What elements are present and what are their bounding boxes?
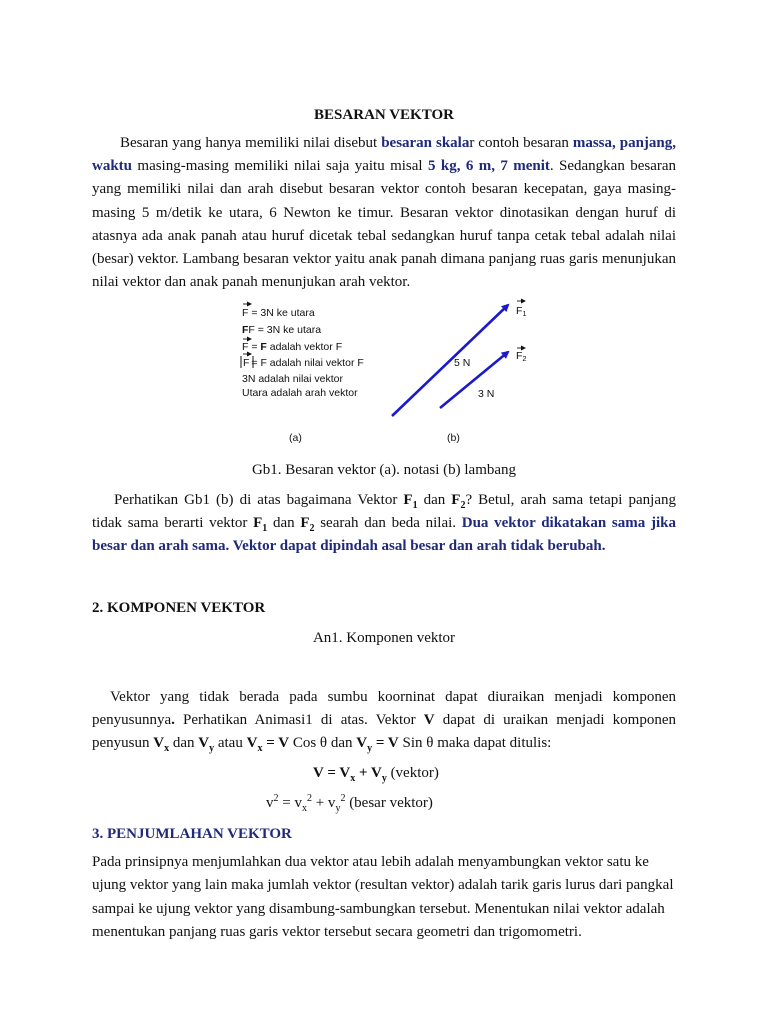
figure-label-b: (b) [447, 432, 460, 444]
notation-line-2: FF = 3N ke utara [242, 324, 322, 336]
notation-line-4: F = F adalah nilai vektor F [243, 357, 364, 369]
vector-f2-label: F2 [516, 350, 527, 363]
notation-line-6: Utara adalah arah vektor [242, 387, 358, 399]
animation-caption: An1. Komponen vektor [312, 630, 456, 646]
vector-figure [232, 296, 542, 448]
component-paragraph: Vektor yang tidak berada pada sumbu koorninat dapat diuraikan menjadi komponen penyusunnya. Perhatikan Animasi1 di atas. Vektor V dapat di uraikan menjadi komponen penyusun $V_x$ dan $V_y$ atau $V_x = V$ Cos θ dan $V_y = V$ Sin θ maka dapat ditulis: [92, 689, 676, 755]
vector-figure-svg [232, 296, 542, 448]
formula-magnitude: $v^2 = v_x^2 + v_y^2$ (besar vektor) [266, 793, 433, 814]
vector-f1-label: F1 [516, 305, 527, 318]
notation-f-vector: F = 3N ke utara [242, 307, 315, 319]
section-2-heading: 2. KOMPONEN VEKTOR [92, 600, 266, 616]
vector-symbols-group [392, 301, 527, 416]
notation-line-3: F = F adalah vektor F [242, 341, 343, 353]
page-title: BESARAN VEKTOR [314, 107, 454, 123]
figure-label-a: (a) [289, 432, 302, 444]
section-3-heading: 3. PENJUMLAHAN VEKTOR [92, 826, 292, 842]
figure-caption: Gb1. Besaran vektor (a). notasi (b) lambang [251, 462, 517, 478]
magnitude-3n-label: 3 N [478, 388, 495, 400]
intro-paragraph: Besaran yang hanya memiliki nilai disebut besaran skalar contoh besaran massa, panjang, waktu masing-masing memiliki nilai saja yaitu misal 5 kg, 6 m, 7 menit. Sedangkan besaran yang memiliki nilai dan arah disebut besaran vektor contoh besaran kecepatan, gaya masing-masing 5 m/detik ke utara, 6 Newton ke timur. Besaran vektor dinotasikan dengan huruf di atasnya ada anak panah atau huruf dicetak tebal sedangkan huruf tanpa cetak tebal adalah nilai (besar) vektor. Lambang besaran vektor yaitu anak panah dimana panjang ruas garis menunjukan nilai vektor dan anak panah menunjukan arah vektor. [92, 135, 677, 291]
addition-paragraph: Pada prinsipnya menjumlahkan dua vektor atau lebih adalah menyambungkan vektor satu ke ujung vektor yang lain maka jumlah vektor (resultan vektor) adalah tarik garis lurus dari pangkal sampai ke ujung vektor yang disambung-sambungkan tersebut. Menentukan nilai vektor adalah menentukan panjang ruas garis vektor tersebut secara geometri dan trigomometri. [92, 854, 674, 941]
notation-line-5: 3N adalah nilai vektor [242, 373, 343, 385]
formula-vector-sum: $V = V_x + V_y$ (vektor) [313, 765, 439, 784]
notation-group [241, 304, 364, 399]
magnitude-5n-label: 5 N [454, 357, 471, 369]
vector-comparison-paragraph: Perhatikan Gb1 (b) di atas bagaimana Vektor $F_1$ dan $F_2$? Betul, arah sama tetapi panjang tidak sama berarti vektor $F_1$ dan $F_2$ searah dan beda nilai. Dua vektor dikatakan sama jika besar dan arah sama. Vektor dapat dipindah asal besar dan arah tidak berubah. [92, 492, 676, 555]
